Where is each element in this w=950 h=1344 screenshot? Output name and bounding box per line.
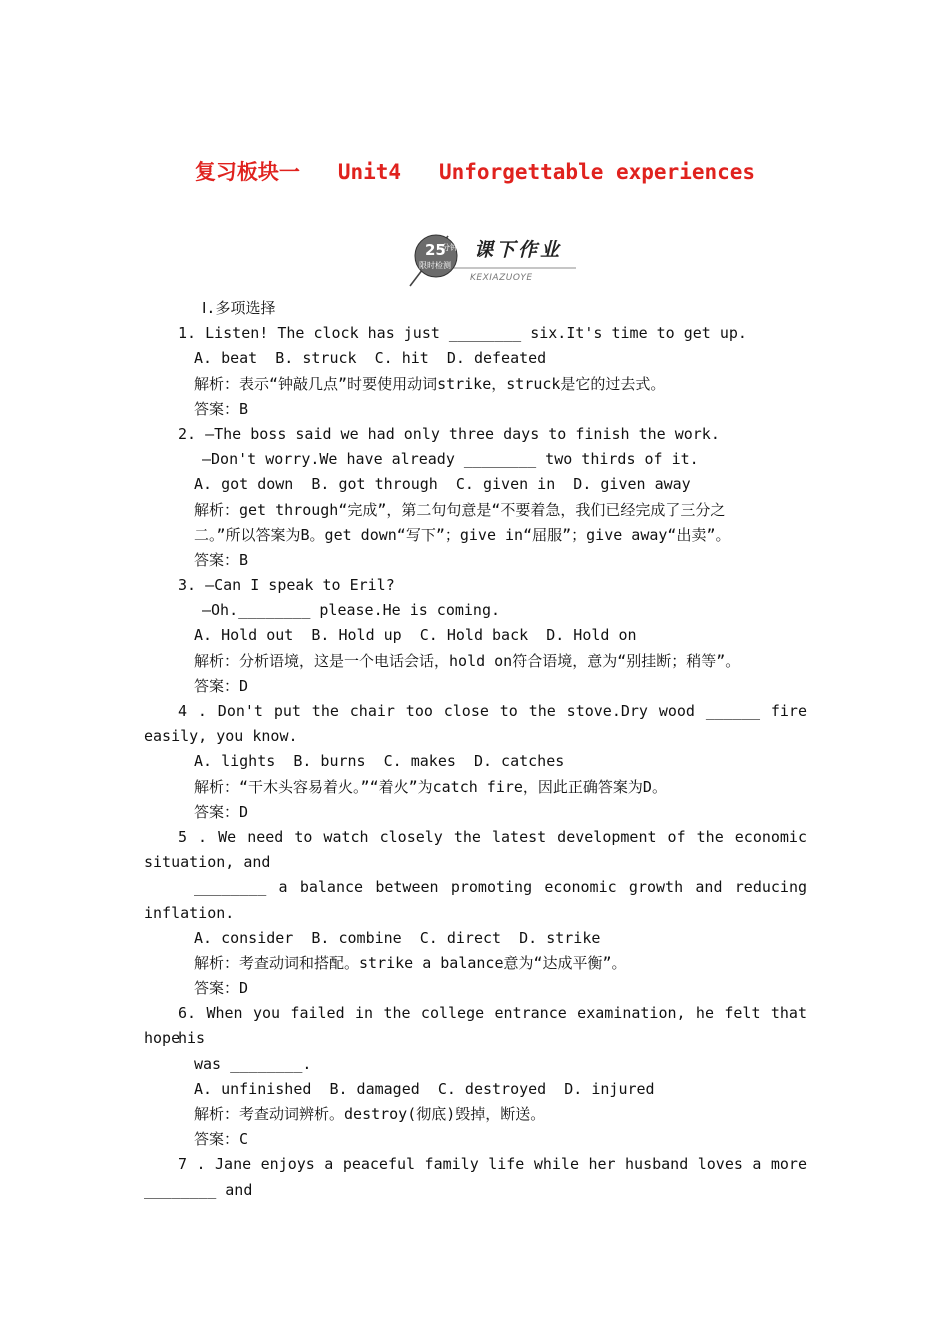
question-6-answer: 答案：C bbox=[194, 1130, 249, 1149]
badge-top-label: 分钟 bbox=[442, 243, 458, 252]
question-3-stem: 3. —Can I speak to Eril? bbox=[178, 576, 395, 595]
question-6-options: A. unfinished B. damaged C. destroyed D. injured bbox=[194, 1079, 655, 1098]
question-3-options: A. Hold out B. Hold up C. Hold back D. Hold on bbox=[194, 626, 637, 645]
page-title: 复习板块一 Unit4 Unforgettable experiences bbox=[194, 160, 756, 184]
question-5-stem-line-2: situation, and bbox=[144, 853, 271, 872]
question-5-answer: 答案：D bbox=[194, 979, 249, 998]
question-4-answer: 答案：D bbox=[194, 802, 249, 821]
question-4-options: A. lights B. burns C. makes D. catches bbox=[194, 752, 565, 771]
question-2-analysis: 解析：get through“完成”，第二句句意是“不要着急，我们已经完成了三分之 bbox=[194, 500, 726, 519]
banner-pinyin: KEXIAZUOYE bbox=[470, 273, 533, 283]
question-6-stem: 6. When you failed in the college entrance examination, he felt that his bbox=[178, 1004, 807, 1048]
question-1-options: A. beat B. struck C. hit D. defeated bbox=[194, 349, 547, 368]
section-heading: Ⅰ.多项选择 bbox=[202, 299, 276, 317]
question-1-answer: 答案：B bbox=[194, 399, 249, 418]
banner-heading: 课下作业 bbox=[474, 239, 563, 261]
question-4-stem: 4 . Don't put the chair too close to the stove.Dry wood ______ fire bbox=[178, 702, 807, 720]
question-7-stem: 7 . Jane enjoys a peaceful family life while her husband loves a more bbox=[178, 1155, 807, 1174]
question-3-answer: 答案：D bbox=[194, 676, 249, 695]
question-5-stem-line-4: inflation. bbox=[144, 903, 235, 922]
question-2-answer: 答案：B bbox=[194, 550, 249, 569]
question-6-stem-line-2: hope bbox=[144, 1029, 181, 1048]
question-2-analysis-line-2: 二。”所以答案为B。get down“写下”；give in“屈服”；give away“出卖”。 bbox=[194, 525, 731, 544]
question-5-stem-line-3: ________ a balance between promoting economic growth and reducing bbox=[194, 878, 807, 897]
question-5-options: A. consider B. combine C. direct D. strike bbox=[194, 928, 601, 947]
question-2-stem: 2. —The boss said we had only three days to finish the work. bbox=[178, 424, 720, 443]
question-6-analysis: 解析：考查动词辨析。destroy(彻底)毁掉，断送。 bbox=[194, 1105, 546, 1123]
question-4-analysis: 解析：“干木头容易着火。”“着火”为catch fire，因此正确答案为D。 bbox=[194, 777, 667, 796]
question-2-options: A. got down B. got through C. given in D. given away bbox=[194, 475, 691, 494]
question-2-stem-line-2: —Don't worry.We have already ________ two thirds of it. bbox=[202, 450, 699, 469]
badge-number: 25 bbox=[425, 241, 446, 259]
question-4-stem-line-2: easily, you know. bbox=[144, 727, 298, 746]
question-5-analysis: 解析：考查动词和搭配。strike a balance意为“达成平衡”。 bbox=[194, 953, 627, 972]
homework-banner bbox=[408, 228, 580, 290]
exercise-content bbox=[144, 296, 807, 1203]
question-3-stem-line-2: —Oh.________ please.He is coming. bbox=[202, 601, 501, 620]
question-1-stem: 1. Listen! The clock has just ________ six.It's time to get up. bbox=[178, 324, 747, 343]
question-6-stem-line-3: was ________. bbox=[194, 1054, 312, 1073]
badge-bottom-label: 限时检测 bbox=[419, 261, 451, 270]
question-3-analysis: 解析：分析语境，这是一个电话会话，hold on符合语境，意为“别挂断；稍等”。 bbox=[194, 651, 741, 670]
question-1-analysis: 解析：表示“钟敲几点”时要使用动词strike，struck是它的过去式。 bbox=[194, 374, 666, 393]
question-7-stem-line-2: ________ and bbox=[144, 1180, 253, 1199]
question-5-stem: 5 . We need to watch closely the latest development of the economic bbox=[178, 827, 807, 846]
